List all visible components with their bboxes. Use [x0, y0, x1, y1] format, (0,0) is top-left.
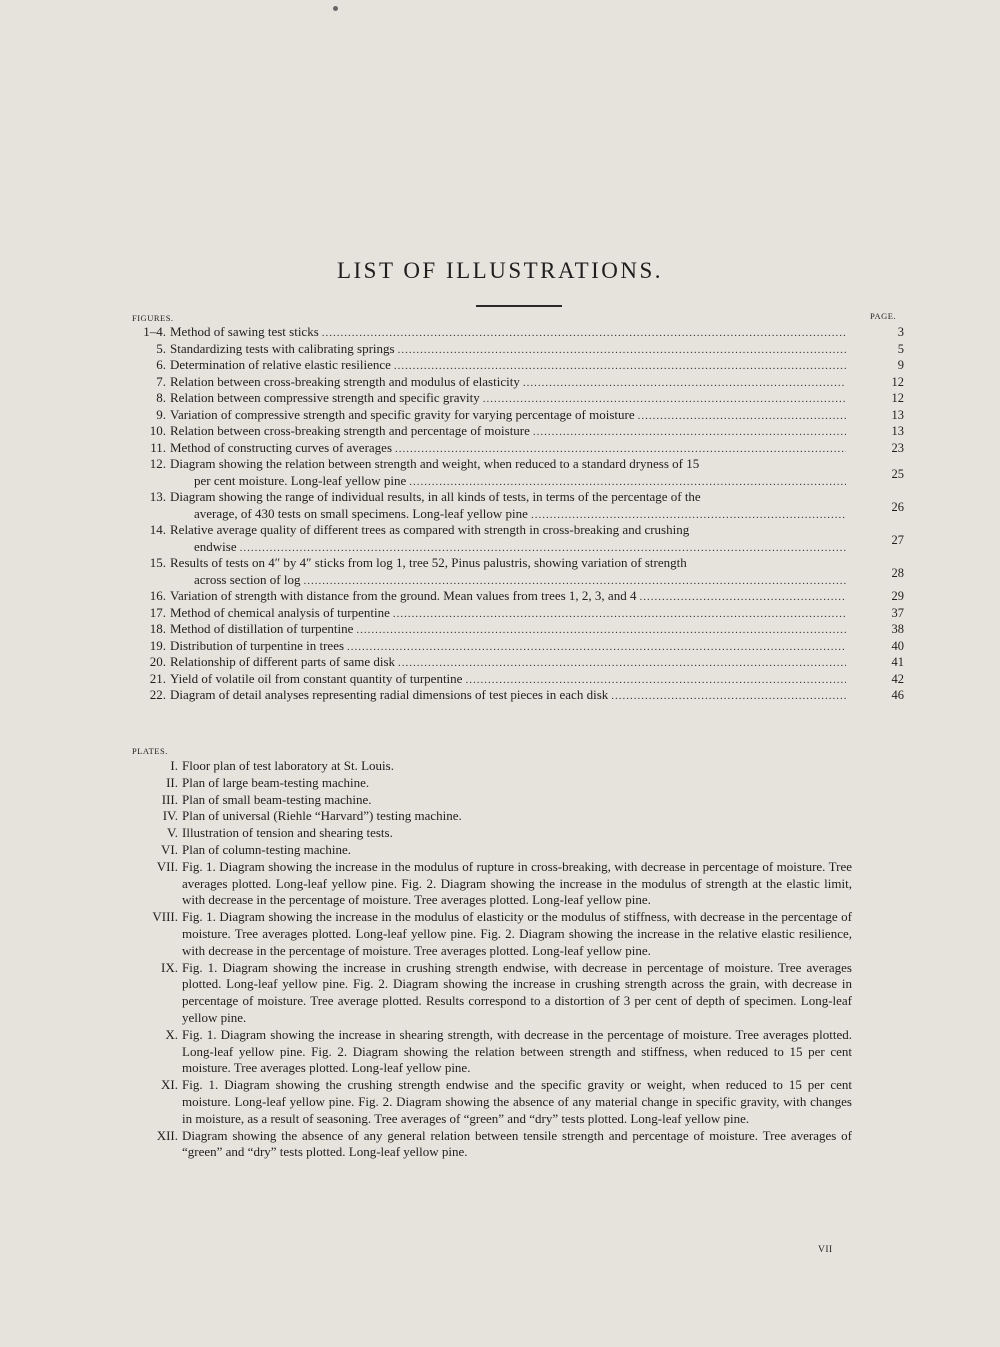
page-number-footer: VII — [818, 1245, 833, 1255]
figure-title: Method of distillation of turpentine — [170, 621, 354, 636]
plate-number: IV. — [162, 808, 178, 824]
plate-description: Fig. 1. Diagram showing the increase in the modulus of elasticity or the modulus of stiffness, with decrease in the percentage of moisture. Tree averages plotted. Long-leaf yellow pine. Fig. 2. Diagram showing the increase in the relative elastic resilience, with decrease in the percentage of moisture. Tree averages plotted. Long-leaf yellow pine. — [182, 909, 852, 958]
figure-title-line — [170, 621, 846, 639]
figure-number: 21. — [149, 670, 166, 686]
plate-entry — [132, 859, 852, 909]
figure-number: 6. — [156, 357, 166, 372]
figure-title: Variation of strength with distance from the ground. Mean values from trees 1, 2, 3, and 4 — [170, 588, 637, 603]
leader-dots — [322, 325, 846, 342]
leader-dots — [409, 474, 846, 491]
leader-dots — [304, 573, 846, 590]
figure-title: Standardizing tests with calibrating springs — [170, 340, 395, 356]
figure-title-continuation: per cent moisture. Long-leaf yellow pine — [194, 472, 407, 488]
figure-title-continuation: average, of 430 tests on small specimens. Long-leaf yellow pine — [194, 505, 528, 521]
figure-title: Relative average quality of different trees as compared with strength in cross-breaking and crushing — [170, 522, 690, 537]
figure-page-number: 9 — [897, 358, 904, 372]
plate-entry — [132, 792, 852, 809]
figure-title-line — [170, 440, 846, 458]
figure-title-continuation: across section of log — [194, 571, 301, 587]
plate-number: VIII. — [152, 909, 178, 925]
plate-number: IX. — [161, 959, 178, 975]
figure-title: Diagram showing the range of individual results, in all kinds of tests, in terms of the percentage of the — [170, 489, 701, 504]
figure-entry — [132, 341, 910, 358]
plate-entry — [132, 842, 852, 859]
figure-title-line — [170, 671, 846, 689]
plate-description: Fig. 1. Diagram showing the increase in crushing strength endwise, with decrease in percentage of moisture. Tree averages plotted. Long-leaf yellow pine. Fig. 2. Diagram showing the increase in crushing strength across the grain, with decrease in percentage of moisture. Tree average plotted. Results correspond to a distortion of 3 per cent of depth of specimen. Long-leaf yellow pine. — [182, 959, 852, 1025]
figure-title: Method of chemical analysis of turpentine — [170, 604, 390, 620]
figure-entry — [132, 522, 910, 555]
paper-speck — [333, 6, 338, 11]
figure-entry — [132, 456, 910, 489]
figure-title-line — [170, 588, 846, 606]
figure-page-number: 27 — [891, 533, 904, 547]
plate-description: Fig. 1. Diagram showing the increase in the modulus of rupture in cross-breaking, with decrease in percentage of moisture. Tree averages plotted. Long-leaf yellow pine. Fig. 2. Diagram showing the increase in the modulus of strength at the elastic limit, with decrease in the percentage of moisture. Tree averages plotted. Long-leaf yellow pine. — [182, 858, 852, 908]
figure-entry — [132, 489, 910, 522]
figure-page-number: 46 — [891, 688, 904, 702]
figure-title-line — [170, 654, 846, 672]
figure-number: 18. — [149, 621, 166, 636]
figure-number: 5. — [156, 340, 166, 356]
figure-entry — [132, 374, 910, 391]
leader-dots — [523, 375, 846, 392]
figure-page-number: 12 — [891, 374, 904, 389]
figure-entry — [132, 621, 910, 638]
figure-title-line — [170, 341, 846, 359]
figure-page-number: 42 — [891, 671, 904, 686]
figure-entry — [132, 654, 910, 671]
leader-dots — [638, 408, 846, 425]
figure-entry — [132, 638, 910, 655]
leader-dots — [533, 424, 846, 441]
figure-page-number: 13 — [891, 424, 904, 438]
figure-number: 15. — [149, 555, 166, 570]
leader-dots — [347, 639, 846, 656]
figure-entry — [132, 687, 910, 704]
plate-entry — [132, 960, 852, 1027]
leader-dots — [393, 606, 846, 623]
figure-title-continuation-line — [194, 539, 846, 557]
plate-number: II. — [166, 774, 178, 790]
plate-description: Fig. 1. Diagram showing the crushing strength endwise and the specific gravity or weight, when reduced to 15 per cent moisture. Long-leaf yellow pine. Fig. 2. Diagram showing the absence of any material change in specific gravity, with changes in moisture, as a result of seasoning. Tree averages of “green” and “dry” tests plotted. Long-leaf yellow pine. — [182, 1077, 852, 1126]
plate-entry — [132, 825, 852, 842]
figure-number: 16. — [149, 588, 166, 603]
figure-number: 17. — [149, 604, 166, 620]
plates-header: PLATES. — [132, 746, 168, 756]
leader-dots — [240, 540, 846, 557]
plate-number: V. — [167, 825, 178, 841]
figure-title: Distribution of turpentine in trees — [170, 637, 345, 653]
figure-number: 1–4. — [143, 324, 166, 339]
figure-title: Determination of relative elastic resilience — [170, 357, 391, 372]
figure-page-number: 5 — [897, 341, 904, 356]
figure-title-continuation: endwise — [194, 538, 237, 554]
figure-number: 7. — [156, 373, 166, 389]
figure-number: 9. — [156, 406, 166, 422]
leader-dots — [483, 391, 846, 408]
figure-title: Relation between compressive strength and specific gravity — [170, 390, 480, 405]
leader-dots — [394, 358, 846, 375]
figure-entry — [132, 423, 910, 440]
figure-page-number: 23 — [891, 440, 904, 455]
figure-title-line — [170, 390, 846, 408]
plate-entry — [132, 808, 852, 825]
figure-title-line — [170, 374, 846, 392]
page-title: LIST OF ILLUSTRATIONS. — [336, 258, 664, 283]
figure-entry — [132, 555, 910, 588]
figure-entry — [132, 605, 910, 622]
leader-dots — [398, 342, 846, 359]
figure-title-line — [170, 456, 846, 473]
plate-number: VII. — [156, 858, 178, 874]
figure-title-continuation-line — [194, 506, 846, 524]
figure-number: 14. — [149, 522, 166, 537]
plate-description: Plan of universal (Riehle “Harvard”) testing machine. — [182, 808, 462, 824]
plate-description: Illustration of tension and shearing tests. — [182, 825, 393, 841]
plate-entry — [132, 775, 852, 792]
figure-page-number: 12 — [891, 391, 904, 405]
figure-page-number: 26 — [891, 500, 904, 514]
plate-description: Diagram showing the absence of any general relation between tensile strength and percentage of moisture. Tree averages of “green” and “dry” tests plotted. Long-leaf yellow pine. — [182, 1127, 852, 1160]
plate-description: Fig. 1. Diagram showing the increase in shearing strength, with decrease in the percentage of moisture. Tree averages plotted. Long-leaf yellow pine. Fig. 2. Diagram showing the relation between strength and stiffness, when reduced to 15 per cent moisture. Tree averages plotted. Long-leaf yellow pine. — [182, 1026, 852, 1076]
figure-entry — [132, 440, 910, 457]
leader-dots — [531, 507, 846, 524]
figure-entry — [132, 390, 910, 407]
figure-page-number: 38 — [891, 622, 904, 636]
figure-title-line — [170, 555, 846, 572]
figure-entry — [132, 357, 910, 374]
plate-description: Plan of large beam-testing machine. — [182, 774, 370, 790]
figure-entry — [132, 324, 910, 341]
figure-title-line — [170, 423, 846, 441]
title-rule — [476, 305, 562, 307]
figure-number: 22. — [149, 687, 166, 702]
figure-number: 11. — [150, 439, 166, 455]
leader-dots — [395, 441, 846, 458]
plate-number: XI. — [161, 1077, 178, 1093]
leader-dots — [639, 589, 846, 606]
figure-title: Diagram showing the relation between strength and weight, when reduced to a standard dryness of 15 — [170, 456, 700, 471]
plate-entry — [132, 1077, 852, 1127]
figure-title: Method of constructing curves of averages — [170, 439, 393, 455]
figure-page-number: 41 — [891, 655, 904, 669]
figure-title: Relationship of different parts of same disk — [170, 654, 396, 669]
figure-entry — [132, 588, 910, 605]
plate-number: VI. — [161, 841, 178, 857]
leader-dots — [356, 622, 846, 639]
figure-number: 8. — [156, 390, 166, 405]
figure-title: Results of tests on 4″ by 4″ sticks from log 1, tree 52, Pinus palustris, showing variation of strength — [170, 555, 687, 570]
figure-title-line — [170, 638, 846, 656]
figure-title-line — [170, 687, 846, 705]
figure-title-line — [170, 357, 846, 375]
figure-page-number: 13 — [891, 407, 904, 422]
leader-dots — [465, 672, 846, 689]
figure-title: Yield of volatile oil from constant quantity of turpentine — [170, 670, 463, 686]
figure-title: Relation between cross-breaking strength and modulus of elasticity — [170, 373, 520, 389]
figure-number: 13. — [149, 489, 166, 504]
figure-page-number: 25 — [891, 467, 904, 481]
figure-number: 10. — [149, 423, 166, 438]
plate-description: Plan of column-testing machine. — [182, 841, 351, 857]
figure-entry — [132, 407, 910, 424]
plate-entry — [132, 1128, 852, 1162]
plate-entry — [132, 1027, 852, 1077]
plate-number: I. — [170, 758, 178, 773]
figure-title: Diagram of detail analyses representing radial dimensions of test pieces in each disk — [170, 687, 609, 702]
figure-title: Variation of compressive strength and specific gravity for varying percentage of moisture — [170, 406, 635, 422]
figure-title-line — [170, 522, 846, 539]
plate-number: III. — [161, 791, 178, 807]
figure-title: Relation between cross-breaking strength and percentage of moisture — [170, 423, 530, 438]
plate-description: Floor plan of test laboratory at St. Louis. — [182, 758, 394, 773]
plate-entry — [132, 909, 852, 959]
plate-description: Plan of small beam-testing machine. — [182, 791, 372, 807]
page-column-header: PAGE. — [870, 311, 897, 321]
figure-title-line — [170, 605, 846, 623]
figure-page-number: 37 — [891, 605, 904, 620]
figure-number: 12. — [149, 456, 166, 471]
figure-page-number: 40 — [891, 638, 904, 653]
figure-page-number: 29 — [891, 589, 904, 603]
figure-entry — [132, 671, 910, 688]
leader-dots — [611, 688, 846, 705]
plate-number: XII. — [156, 1127, 178, 1143]
plate-entry — [132, 758, 852, 775]
plates-list — [132, 758, 852, 1161]
figures-header: FIGURES. — [132, 313, 174, 323]
figure-title-line — [170, 324, 846, 342]
figure-title-continuation-line — [194, 473, 846, 491]
figure-number: 19. — [149, 637, 166, 653]
figure-page-number: 28 — [891, 566, 904, 580]
figure-title-continuation-line — [194, 572, 846, 590]
figures-list — [132, 324, 910, 704]
figure-title-line — [170, 489, 846, 506]
figure-title: Method of sawing test sticks — [170, 324, 319, 339]
figure-page-number: 3 — [897, 325, 904, 339]
plate-number: X. — [165, 1026, 178, 1042]
figure-title-line — [170, 407, 846, 425]
figure-number: 20. — [149, 654, 166, 669]
leader-dots — [398, 655, 846, 672]
